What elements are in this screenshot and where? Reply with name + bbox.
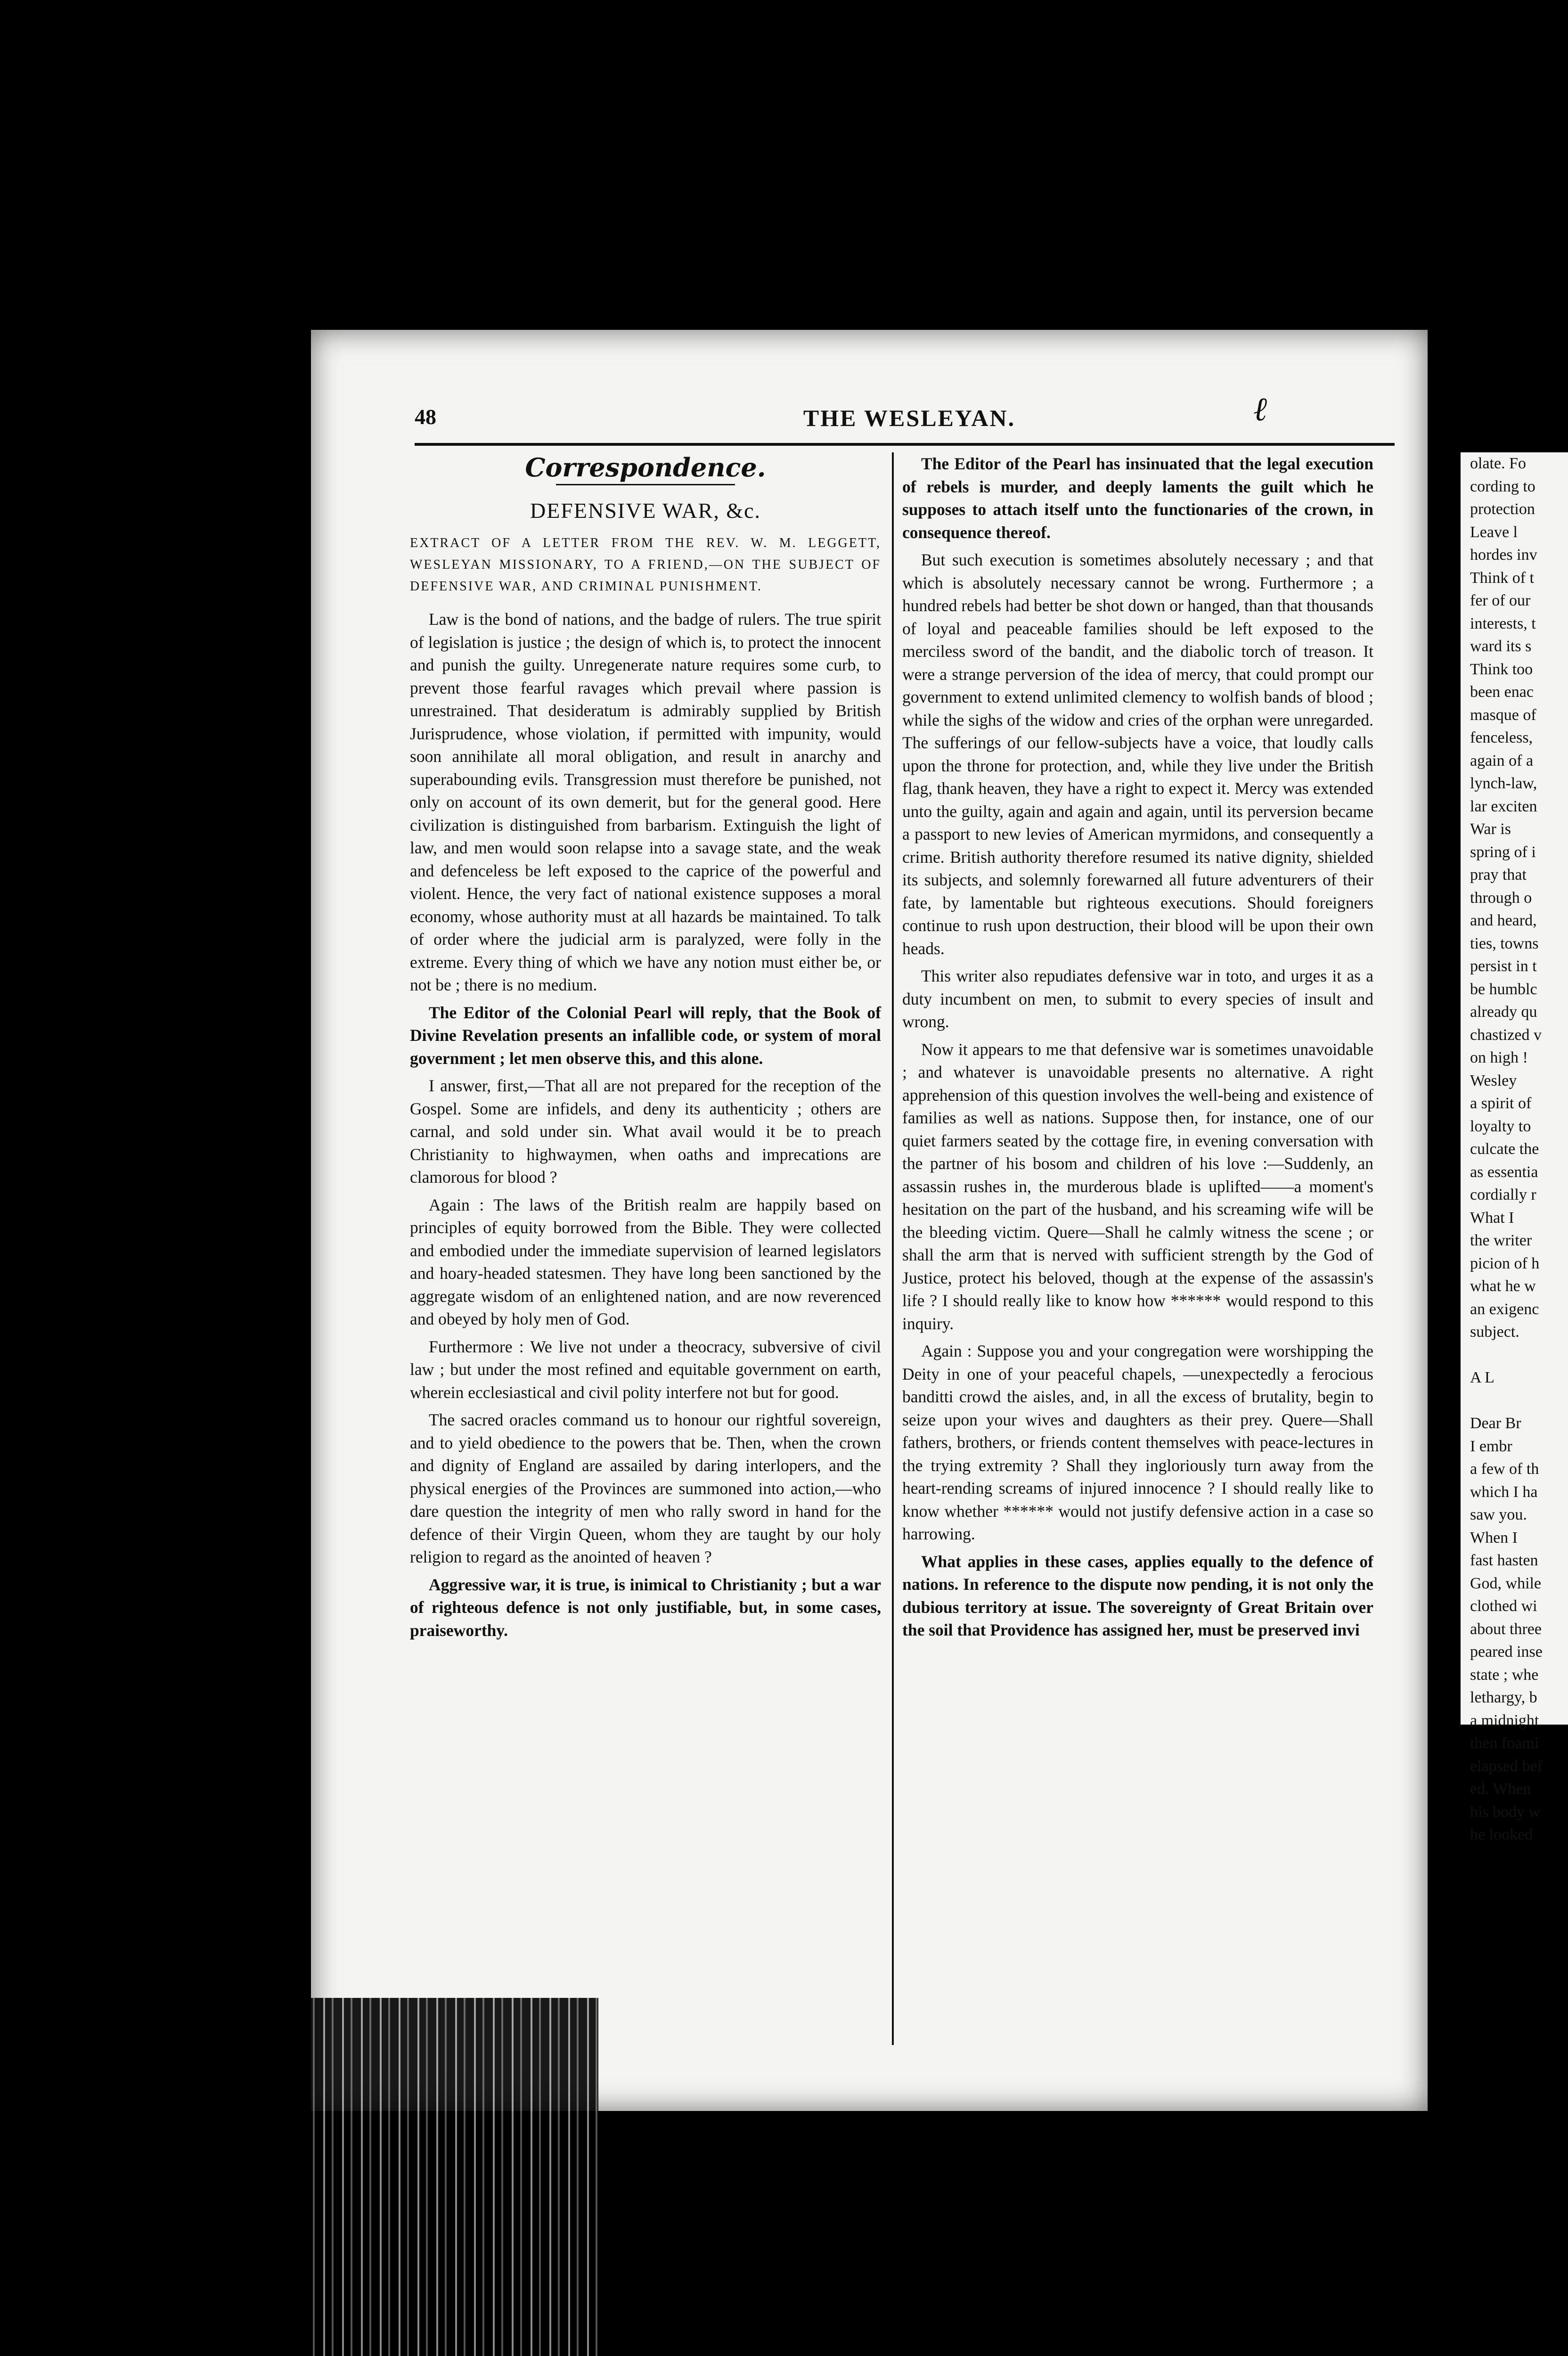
fragment-line: fer of our [1470,592,1531,609]
adjacent-page-fragment [1461,452,1568,1843]
fragment-line: ties, towns [1470,934,1539,952]
fragment-line: state ; whe [1470,1666,1539,1684]
fragment-line: Leave l [1470,523,1518,541]
left-column [410,452,881,2045]
fragment-line: culcate the [1470,1140,1539,1158]
handwritten-mark-icon: ℓ [1253,392,1267,428]
fragment-line: lethargy, b [1470,1689,1537,1706]
fragment-line: fast hasten [1470,1552,1538,1569]
article-title: DEFENSIVE WAR, &c. [530,498,761,523]
fragment-line: A L [1470,1369,1494,1386]
paragraph: The Editor of the Colonial Pearl will reply, that the Book of Divine Revelation presents an infallible code, or system of moral government ; let men observe this, and this alone. [410,1003,881,1068]
fragment-line: the writer [1470,1232,1532,1249]
fragment-line: what he w [1470,1277,1536,1295]
fragment-line: peared inse [1470,1643,1543,1661]
fragment-line: loyalty to [1470,1117,1531,1135]
fragment-line: subject. [1470,1323,1519,1341]
fragment-line: a midnight [1470,1711,1539,1729]
paragraph: Again : Suppose you and your congregation were worshipping the Deity in one of your peaceful chapels, —unexpectedly a ferocious banditti crowd the aisles, and, in all the excess of brutality, begin to seize upon your wives and daughters as their prey. Quere—Shall fathers, brothers, or friends content themselves with peace-lectures in the trying extremity ? Shall they ingloriously turn away from the heart-rending screams of injured innocence ? I should really like to know whether ****** would not justify defensive action in a case so harrowing. [902,1342,1373,1543]
paragraph: Law is the bond of nations, and the badge of rulers. The true spirit of legislation is justice ; the design of which is, to protect the innocent and punish the guilty. Unregenerate nature requires some curb, to prevent those fearful ravages which prevail where passion is unrestrained. That desideratum is admirably supplied by British Jurisprudence, whose violation, if permitted with impunity, would soon annihilate all moral obligation, and result in anarchy and superabounding evils. Transgression must therefore be punished, not only on account of its own demerit, but for the general good. Here civilization is distinguished from barbarism. Extinguish the light of law, and men would soon relapse into a savage state, and the weak and defenceless be left exposed to the caprice of the powerful and violent. Hence, the very fact of national existence supposes a moral economy, whose authority must at all hazards be maintained. To talk of order where the judicial arm is paralyzed, were folly in the extreme. Every thing of which we have any notion must either be, or not be ; there is no medium. [410,610,881,994]
fragment-line: chastized v [1470,1026,1542,1044]
fragment-line: a few of th [1470,1460,1539,1478]
paragraph: But such execution is sometimes absolutely necessary ; and that which is absolutely necessary cannot be wrong. Furthermore ; a hundred rebels had better be shot down or hanged, than that thousands of loyal and peaceable families should be left exposed to the merciless sword of the bandit, and the diabolic torch of treason. It were a strange perversion of the idea of mercy, that could prompt our government to extend unlimited clemency to wolfish bands of blood ; while the sighs of the widow and cries of the orphan were unregarded. The sufferings of our fellow-subjects have a voice, that loudly calls upon the throne for protection, and, while they live under the British flag, thank heaven, they have a right to expect it. Mercy was extended unto the guilty, again and again and again, until its perversion became a passport to new levies of American myrmidons, and consequently a crime. British authority therefore resumed its native dignity, shielded its subjects, and solemnly forewarned all future adventurers of their fate, by lamentable but righteous executions. Should foreigners continue to rush upon destruction, their blood will be upon their own heads. [902,550,1373,958]
fragment-line: God, while [1470,1574,1542,1592]
fragment-line: lynch-law, [1470,775,1537,792]
paragraph: I answer, first,—That all are not prepared for the reception of the Gospel. Some are infidels, and deny its authenticity ; others are carnal, and sold under sin. What avail would it be to preach Christianity to highwaymen, when oaths and imprecations are clamorous for blood ? [410,1076,881,1186]
fragment-line: and heard, [1470,912,1537,929]
fragment-line: been enac [1470,683,1534,701]
section-heading: Correspondence. [525,452,766,483]
fragment-line: he looked [1470,1826,1533,1843]
page-number: 48 [415,405,436,429]
paragraph: Aggressive war, it is true, is inimical to Christianity ; but a war of righteous defence is not only justifiable, but, in some cases, praiseworthy. [410,1575,881,1640]
fragment-line: War is [1470,820,1511,838]
fragment-line: olate. Fo [1470,455,1526,472]
fragment-line: hordes inv [1470,546,1537,564]
column-divider [892,452,894,2045]
fragment-line: then foami [1470,1734,1539,1752]
paragraph: The Editor of the Pearl has insinuated that the legal execution of rebels is murder, and deeply laments the guilt which he supposes to attach itself unto the functionaries of the crown, in consequence thereof. [902,454,1373,542]
paragraph: This writer also repudiates defensive war in toto, and urges it as a duty incumbent on men, to submit to every species of insult and wrong. [902,966,1373,1031]
fragment-line: elapsed bef [1470,1757,1543,1775]
paragraph: The sacred oracles command us to honour our rightful sovereign, and to yield obedience to the powers that be. Then, when the crown and dignity of England are assailed by daring interlopers, and the physical energies of the Provinces are summoned into action,—who dare question the integrity of men who rally sword in hand for the defence of their Virgin Queen, whom they are taught by our holy religion to regard as the anointed of heaven ? [410,1410,881,1566]
fragment-line [1470,1344,1568,1367]
fragment-line: as essentia [1470,1163,1538,1181]
right-column [902,452,1373,2045]
fragment-line: spring of i [1470,843,1536,861]
fragment-line: persist in t [1470,957,1537,975]
fragment-line: an exigenc [1470,1300,1539,1318]
book-binding [306,1998,598,2356]
fragment-line: a spirit of [1470,1095,1532,1112]
fragment-line: Think too [1470,660,1533,678]
fragment-line: Wesley [1470,1072,1517,1089]
paragraph: Furthermore : We live not under a theocracy, subversive of civil law ; but under the most refined and equitable government on earth, wherein ecclesiastical and civil polity interfere not but for good. [410,1337,881,1402]
fragment-line: on high ! [1470,1049,1528,1066]
article-subtitle: EXTRACT OF A LETTER FROM THE REV. W. M. LEGGETT, WESLEYAN MISSIONARY, TO A FRIEND,—ON THE SUBJECT OF DEFENSIVE WAR, AND CRIMINAL PUNISHMENT. [410,536,881,594]
paragraph: What applies in these cases, applies equally to the defence of nations. In reference to the dispute now pending, it is not only the dubious territory at issue. The sovereignty of Great Britain over the soil that Providence has assigned her, must be preserved invi [902,1552,1373,1639]
fragment-line [1470,1390,1568,1413]
fragment-line: be humblc [1470,980,1537,998]
fragment-line: ward its s [1470,638,1532,655]
fragment-line: I embr [1470,1437,1512,1455]
fragment-line: interests, t [1470,614,1536,632]
paragraph: Now it appears to me that defensive war is sometimes unavoidable ; and whatever is unavoidable presents no alternative. A right apprehension of this question involves the well-being and existence of families as well as nations. Suppose then, for instance, one of our quiet farmers seated by the cottage fire, in evening conversation with the partner of his bosom and children of his love :—Suddenly, an assassin rushes in, the murderous blade is uplifted——a moment's hesitation on the part of the husband, and his screaming wife will be the bleeding victim. Quere—Shall he calmly witness the scene ; or shall the arm that is nerved with sufficient strength by the God of Justice, protect his beloved, though at the expense of the assassin's life ? I should really like to know how ****** would respond to this inquiry. [902,1039,1373,1333]
header-rule [415,443,1395,446]
fragment-line: picion of h [1470,1254,1540,1272]
fragment-line: cording to [1470,477,1535,495]
fragment-line: ed. When [1470,1780,1531,1798]
fragment-line: saw you. [1470,1506,1527,1523]
fragment-line: lar exciten [1470,797,1537,815]
fragment-line: again of a [1470,752,1534,769]
page-gutter [1428,330,1461,2111]
fragment-line: masque of [1470,706,1536,724]
fragment-line: clothed wi [1470,1597,1537,1615]
paragraph: Again : The laws of the British realm are happily based on principles of equity borrowed from the Bible. They were collected and embodied under the immediate supervision of learned legislators and hoary-headed statesmen. They have long been sanctioned by the aggregate wisdom of an enlightened nation, and are now reverenced and obeyed by holy men of God. [410,1195,881,1328]
fragment-line: What I [1470,1209,1514,1227]
fragment-line: Think of t [1470,569,1534,587]
fragment-line: Dear Br [1470,1415,1521,1432]
fragment-line: protection [1470,500,1535,518]
fragment-line: which I ha [1470,1483,1538,1501]
running-title: THE WESLEYAN. [803,405,1016,431]
fragment-line: cordially r [1470,1186,1536,1203]
fragment-line: fenceless, [1470,729,1533,746]
fragment-line: his body w [1470,1803,1541,1821]
fragment-line: When I [1470,1529,1518,1546]
fragment-line: pray that [1470,866,1527,884]
section-divider [556,484,735,485]
fragment-line: already qu [1470,1003,1537,1021]
fragment-line: through o [1470,889,1532,907]
fragment-line: about three [1470,1620,1542,1638]
